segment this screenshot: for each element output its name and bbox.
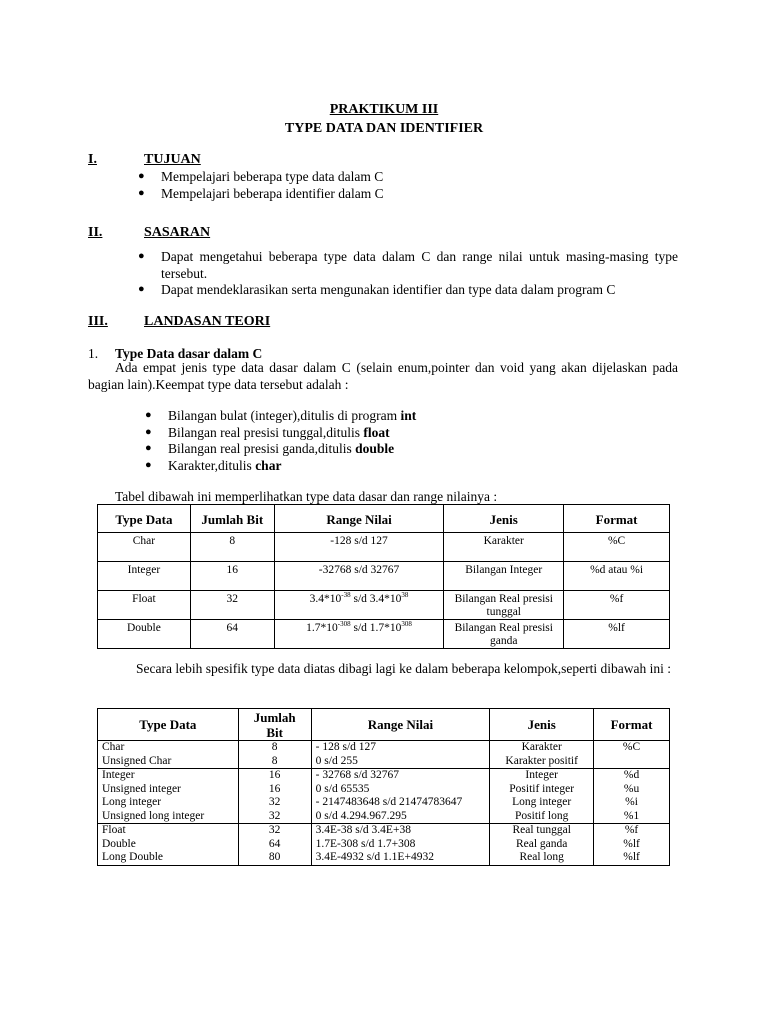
bullet-icon: ●: [145, 442, 152, 454]
bullet-icon: ●: [138, 187, 145, 199]
section-label: SASARAN: [144, 225, 211, 240]
table-intro: Tabel dibawah ini memperlihatkan type data dasar dan range nilainya :: [115, 489, 498, 504]
bullet-icon: ●: [138, 250, 145, 262]
table-row: Unsigned integer 16 0 s/d 65535 Positif integer %u: [98, 783, 670, 797]
table-row: Long Double 80 3.4E-4932 s/d 1.1E+4932 Real long %lf: [98, 851, 670, 865]
table-row: Long integer 32 - 2147483648 s/d 21474783647 Long integer %i: [98, 796, 670, 810]
intro-paragraph: Ada empat jenis type data dasar dalam C (selain enum,pointer dan void yang akan dijelaskan pada bagian lain).Keempat type data tersebut adalah :: [88, 360, 678, 392]
table-row: Char 8 - 128 s/d 127 Karakter %C: [98, 741, 670, 755]
bullet-icon: ●: [138, 170, 145, 182]
bullet-icon: ●: [145, 426, 152, 438]
page-title: PRAKTIKUM III: [329, 102, 439, 117]
section-number: III.: [88, 314, 108, 329]
table-row: Float 32 $3.4*10^{-38}$ s/d $3.4*10^{38}$ Bilangan Real presisi tunggal %f: [98, 591, 670, 620]
table-header-row: Type Data Jumlah Bit Range Nilai Jenis Format: [98, 709, 670, 741]
section-label: TUJUAN: [144, 152, 201, 167]
table-row: Double 64 $1.7*10^{-308}$ s/d $1.7*10^{308}$ Bilangan Real presisi ganda %lf: [98, 620, 670, 649]
page-subtitle: TYPE DATA DAN IDENTIFIER: [284, 121, 484, 136]
table-row: Unsigned long integer 32 0 s/d 4.294.967.295 Positif long %1: [98, 810, 670, 824]
detailed-type-table: [97, 708, 670, 866]
basic-type-table: [97, 504, 670, 649]
section-number: II.: [88, 225, 103, 240]
bullet-icon: ●: [145, 459, 152, 471]
table-row: Integer 16 - 32768 s/d 32767 Integer %d: [98, 769, 670, 783]
table-row: Unsigned Char 8 0 s/d 255 Karakter positif: [98, 755, 670, 769]
table-row: Char 8 -128 s/d 127 Karakter %C: [98, 533, 670, 562]
subsection-heading: 1. Type Data dasar dalam C: [88, 346, 263, 361]
section-label: LANDASAN TEORI: [144, 314, 271, 329]
table-row: Double 64 1.7E-308 s/d 1.7+308 Real ganda %lf: [98, 838, 670, 852]
section-number: I.: [88, 152, 97, 167]
table-header-row: Type Data Jumlah Bit Range Nilai Jenis Format: [98, 505, 670, 533]
table-row: Integer 16 -32768 s/d 32767 Bilangan Integer %d atau %i: [98, 562, 670, 591]
table-row: Float 32 3.4E-38 s/d 3.4E+38 Real tunggal %f: [98, 824, 670, 838]
detail-intro-paragraph: Secara lebih spesifik type data diatas dibagi lagi ke dalam beberapa kelompok,seperti dibawah ini :: [136, 661, 671, 676]
bullet-icon: ●: [145, 409, 152, 421]
bullet-icon: ●: [138, 283, 145, 295]
document-page: PRAKTIKUM III TYPE DATA DAN IDENTIFIER I. TUJUAN ● Mempelajari beberapa type data dalam C ● Mempelajari beberapa identifier dalam C II. SASARAN ● Dapat mengetahui beberapa type data dalam C dan range nilai untuk masing-masing type tersebut. ● Dapat mendeklarasikan serta mengunakan identifier dan type data dalam program C III. LANDASAN TEORI 1. Type Data dasar dalam C Ada empat jenis type data dasar dalam C (selain enum,pointer dan void yang akan dijelaskan pada bagian lain).Keempat type data tersebut adalah : ● Bilangan bulat (integer),ditulis di program int ● Bilangan real presisi tunggal,ditulis float ● Bilangan real presisi ganda,ditulis double ● Karakter,ditulis char Tabel dibawah ini memperlihatkan type data dasar dan range nilainya : Type Data Jumlah Bit Range Nilai Jenis Format Char 8 -128 s/d 127 Karakter %C Integer 16 -32768 s/d 32767 Bilangan Integer %d atau %i Float 32 $3.4*10^{-38}$ s/d $3.4*10^{38}$ Bilangan Real presisi tunggal %f Double 64 $1.7*10^{-308}$ s/d $1.7*10^{308}$ Bilangan Real presisi ganda %lf Secara lebih spesifik type data diatas dibagi lagi ke dalam beberapa kelompok,seperti dibawah ini : Type Data Jumlah Bit Range Nilai Jenis Format Char 8 - 128 s/d 127 Karakter %C Unsigned Char 8 0 s/d 255 Karakter positif Integer 16 - 32768 s/d 32767 Integer %d Unsigned integer 16 0 s/d 65535 Positif integer %u Long integer 32 - 2147483648 s/d 21474783647 Long integer %i Unsigned long integer 32 0 s/d 4.294.967.295 Positif long %1 Float 32 3.4E-38 s/d 3.4E+38 Real tunggal %f Double 64 1.7E-308 s/d 1.7+308 Real ganda %lf Long Double 80 3.4E-4932 s/d 1.1E+4932 Real long %lf: [0, 0, 768, 1024]
